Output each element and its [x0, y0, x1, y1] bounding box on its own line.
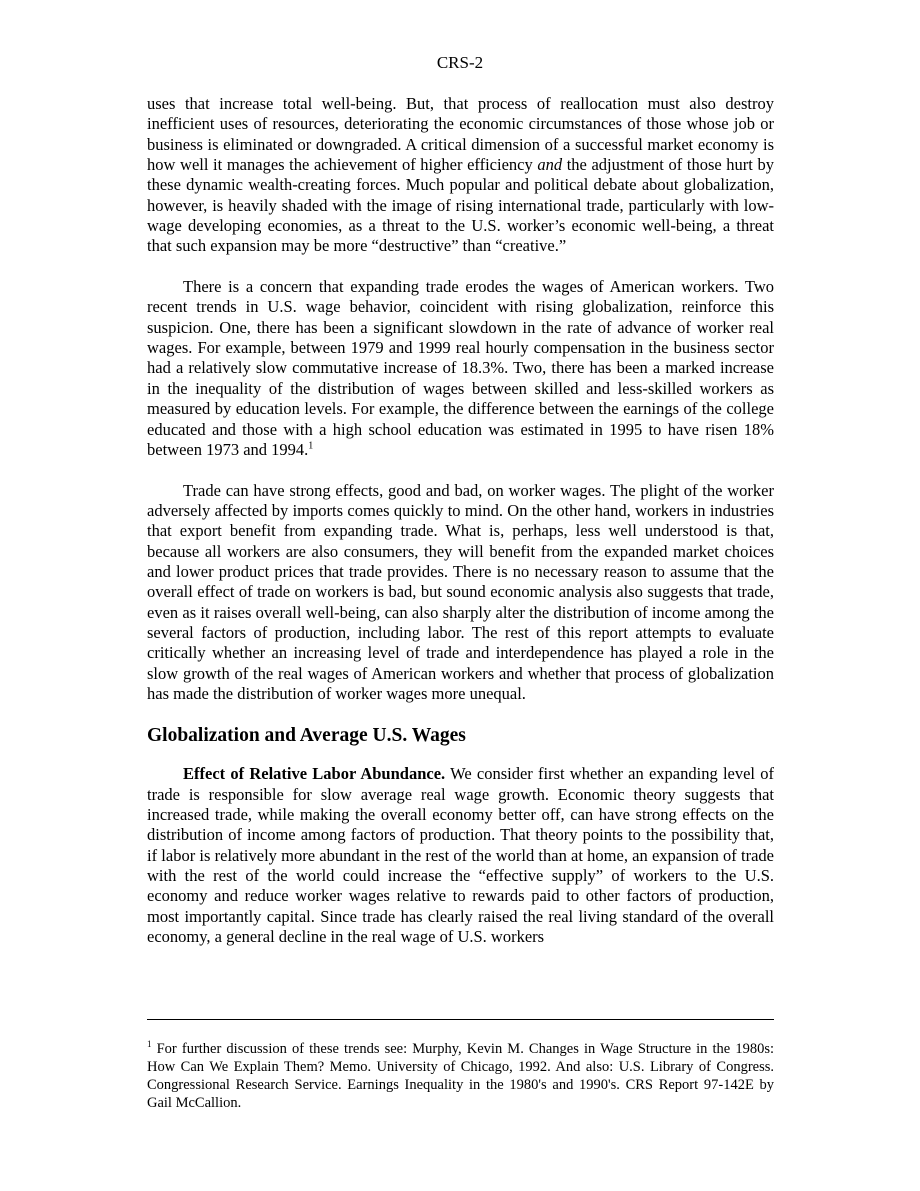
paragraph-text: There is a concern that expanding trade erodes the wages of American workers. Two recent trends in U.S. wage behavior, coincident with rising globalization, reinforce this suspicion. One, there has been a significant slowdown in the rate of advance of worker real wages. For example, between 1979 and 1999 real hourly compensation in the business sector had a relatively slow commutative increase of 18.3%. Two, there has been a marked increase in the inequality of the distribution of wages between skilled and less-skilled workers as measured by education levels. For example, the difference between the earnings of the college educated and those with a high school education was estimated in 1995 to have risen 18% between 1973 and 1994. — [147, 277, 774, 459]
footnote-divider — [147, 1019, 774, 1020]
section-heading: Globalization and Average U.S. Wages — [147, 725, 466, 747]
paragraph-text: Trade can have strong effects, good and bad, on worker wages. The plight of the worker adversely affected by imports comes quickly to mind. On the other hand, workers in industries that export benefit from expanding trade. What is, perhaps, less well understood is that, because all workers are also consumers, they will benefit from the expanded market choices and lower product prices that trade provides. There is no necessary reason to assume that the overall effect of trade on workers is bad, but sound economic analysis also suggests that trade, even as it raises overall well-being, can also sharply alter the distribution of income among the several factors of production, including labor. The rest of this report attempts to evaluate critically whether an increasing level of trade and interdependence has played a role in the slow growth of the real wages of American workers and whether that process of globalization has made the distribution of worker wages more unequal. — [147, 480, 774, 703]
page-number: CRS-2 — [436, 53, 484, 72]
paragraph-continued — [147, 94, 774, 257]
paragraph-text: uses that increase total well-being. But, that process of reallocation must also destroy inefficient uses of resources, deteriorating the economic circumstances of those whose job or business is eliminated or downgraded. A critical dimension of a successful market economy is how well it manages the achievement of higher efficiency — [147, 94, 774, 175]
footnote — [147, 1040, 774, 1112]
emphasis-text: and — [537, 155, 563, 175]
paragraph-text: the adjustment of those hurt by these dynamic wealth-creating forces. Much popular and political debate about globalization, however, is heavily shaded with the image of rising international trade, particularly with low-wage developing economies, as a threat to the U.S. worker’s economic well-being, a threat that such expansion may be more “destructive” than “creative.” — [147, 155, 775, 256]
run-in-heading: Effect of Relative Labor Abundance. — [183, 764, 446, 784]
paragraph-wage-trends — [147, 277, 774, 460]
footnote-reference[interactable]: 1 — [308, 440, 314, 452]
paragraph-text: We consider first whether an expanding level of trade is responsible for slow average real wage growth. Economic theory suggests that increased trade, while making the overall economy better off, can have strong effects on the distribution of income among factors of production. That theory points to the possibility that, if labor is relatively more abundant in the rest of the world than at home, an expansion of trade with the rest of the world could increase the “effective supply” of workers to the U.S. economy and reduce worker wages relative to rewards paid to other factors of production, most importantly capital. Since trade has clearly raised the real living standard of the overall economy, a general decline in the real wage of U.S. workers — [147, 764, 774, 947]
footnote-text: For further discussion of these trends see: Murphy, Kevin M. Changes in Wage Structure in the 1980s: How Can We Explain Them? Memo. University of Chicago, 1992. And also: U.S. Library of Congress. Congressional Research Service. Earnings Inequality in the 1980's and 1990's. CRS Report 97-142E by Gail McCallion. — [147, 1041, 774, 1111]
footnote-number: 1 — [147, 1039, 152, 1050]
paragraph-labor-abundance — [147, 764, 774, 947]
paragraph-trade-effects — [147, 481, 774, 705]
body-text — [147, 94, 774, 947]
